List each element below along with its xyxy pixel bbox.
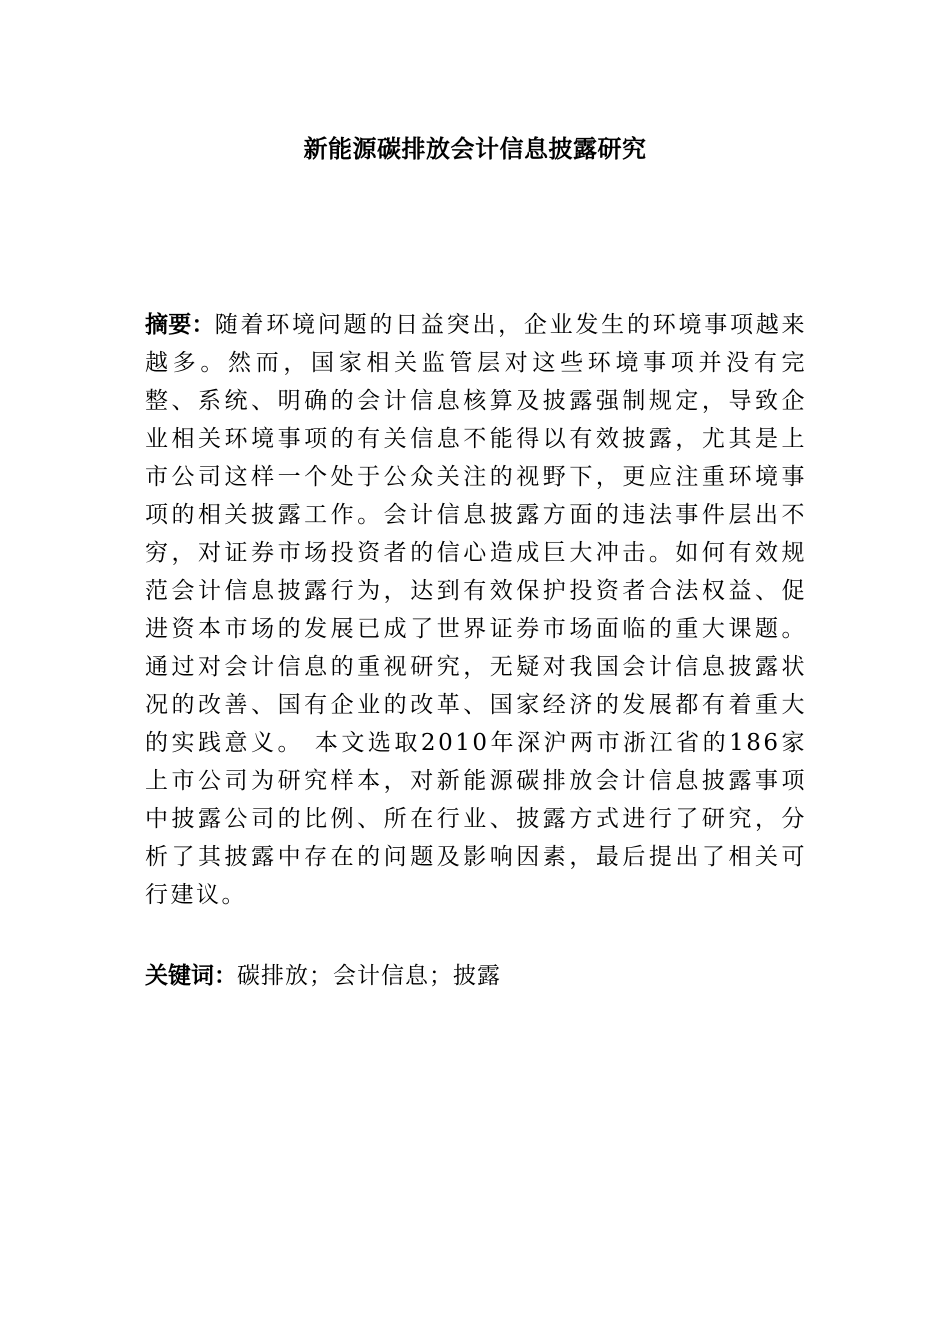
keywords-label: 关键词： [145,963,237,989]
abstract-text: 随着环境问题的日益突出，企业发生的环境事项越来越多。然而，国家相关监管层对这些环境事项并没有完整、系统、明确的会计信息核算及披露强制规定，导致企业相关环境事项的有关信息不能得以有效披露，尤其是上市公司这样一个处于公众关注的视野下，更应注重环境事项的相关披露工作。会计信息披露方面的违法事件层出不穷，对证券市场投资者的信心造成巨大冲击。如何有效规范会计信息披露行为，达到有效保护投资者合法权益、促进资本市场的发展已成了世界证券市场面临的重大课题。通过对会计信息的重视研究，无疑对我国会计信息披露状况的改善、国有企业的改革、国家经济的发展都有着重大的实践意义。 本文选取2010年深沪两市浙江省的186家上市公司为研究样本，对新能源碳排放会计信息披露事项中披露公司的比例、所在行业、披露方式进行了研究，分析了其披露中存在的问题及影响因素，最后提出了相关可行建议。 [145,312,808,908]
document-title: 新能源碳排放会计信息披露研究 [303,135,647,163]
keywords-line [145,957,807,995]
abstract-label: 摘要： [145,312,215,338]
abstract-paragraph [145,306,807,914]
keywords-text: 碳排放；会计信息；披露 [237,963,501,989]
